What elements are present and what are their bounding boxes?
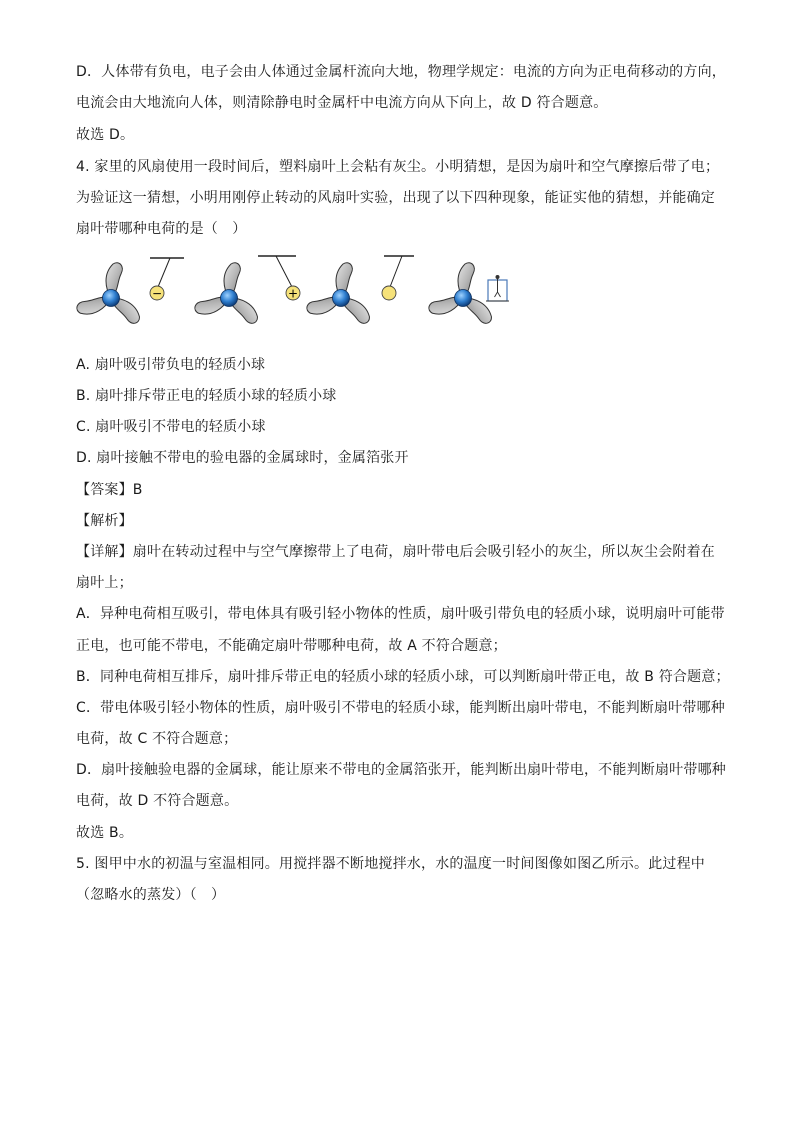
- q4-explain-c-line1: C．带电体吸引轻小物体的性质，扇叶吸引不带电的轻质小球，能判断出扇叶带电，不能判断扇叶带哪种: [76, 700, 725, 716]
- q4-explain-a-line2: 正电，也可能不带电，不能确定扇叶带哪种电荷，故 A 不符合题意；: [76, 638, 507, 654]
- q5-stem-line2: （忽略水的蒸发）（ ）: [76, 887, 226, 903]
- q4-explain-d-line1: D．扇叶接触验电器的金属球，能让原来不带电的金属箔张开，能判断出扇叶带电，不能判断扇叶带哪种: [76, 762, 726, 778]
- q4-explain-a-line1: A．异种电荷相互吸引，带电体具有吸引轻小物体的性质，扇叶吸引带负电的轻质小球，说明扇叶可能带: [76, 606, 725, 622]
- q4-detail-line1: 【详解】扇叶在转动过程中与空气摩擦带上了电荷，扇叶带电后会吸引轻小的灰尘，所以灰尘会附着在: [76, 544, 715, 560]
- q4-detail-line2: 扇叶上；: [76, 575, 133, 591]
- fan-with-positive-ball: [192, 252, 302, 334]
- q4-stem-line2: 为验证这一猜想，小明用刚停止转动的风扇叶实验，出现了以下四种现象，能证实他的猜想，并能确定: [76, 190, 715, 206]
- fan-with-electroscope: [426, 252, 516, 334]
- prev-option-d-line1: D．人体带有负电，电子会由人体通过金属杆流向大地，物理学规定：电流的方向为正电荷移动的方向，: [76, 64, 726, 80]
- ball-charge-label: +: [287, 286, 299, 301]
- ball-charge-label: −: [151, 286, 163, 301]
- q4-conclusion: 故选 B。: [76, 825, 134, 841]
- q4-option-c: C. 扇叶吸引不带电的轻质小球: [76, 419, 266, 435]
- q4-figure: [74, 252, 514, 334]
- q4-explain-c-line2: 电荷，故 C 不符合题意；: [76, 731, 238, 747]
- q4-option-a: A. 扇叶吸引带负电的轻质小球: [76, 357, 266, 373]
- q4-explain-b-line1: B．同种电荷相互排斥，扇叶排斥带正电的轻质小球的轻质小球，可以判断扇叶带正电，故 B 符合题意；: [76, 669, 730, 685]
- q4-stem-line3: 扇叶带哪种电荷的是（ ）: [76, 221, 247, 237]
- prev-conclusion: 故选 D。: [76, 127, 135, 143]
- q4-option-d: D. 扇叶接触不带电的验电器的金属球时，金属箔张开: [76, 450, 409, 466]
- q4-analysis-heading: 【解析】: [76, 513, 133, 529]
- fan-with-neutral-ball: [304, 252, 414, 334]
- q4-explain-d-line2: 电荷，故 D 不符合题意。: [76, 793, 239, 809]
- q5-stem-line1: 5. 图甲中水的初温与室温相同。用搅拌器不断地搅拌水，水的温度一时间图像如图乙所示。此过程中: [76, 856, 706, 872]
- prev-option-d-line2: 电流会由大地流向人体，则清除静电时金属杆中电流方向从下向上，故 D 符合题意。: [76, 95, 608, 111]
- q4-answer: 【答案】B: [76, 482, 143, 498]
- fan-with-negative-ball: [74, 252, 184, 334]
- electroscope-icon: [486, 275, 509, 301]
- q4-option-b: B. 扇叶排斥带正电的轻质小球的轻质小球: [76, 388, 337, 404]
- q4-stem-line1: 4. 家里的风扇使用一段时间后，塑料扇叶上会粘有灰尘。小明猜想，是因为扇叶和空气摩擦后带了电；: [76, 159, 720, 175]
